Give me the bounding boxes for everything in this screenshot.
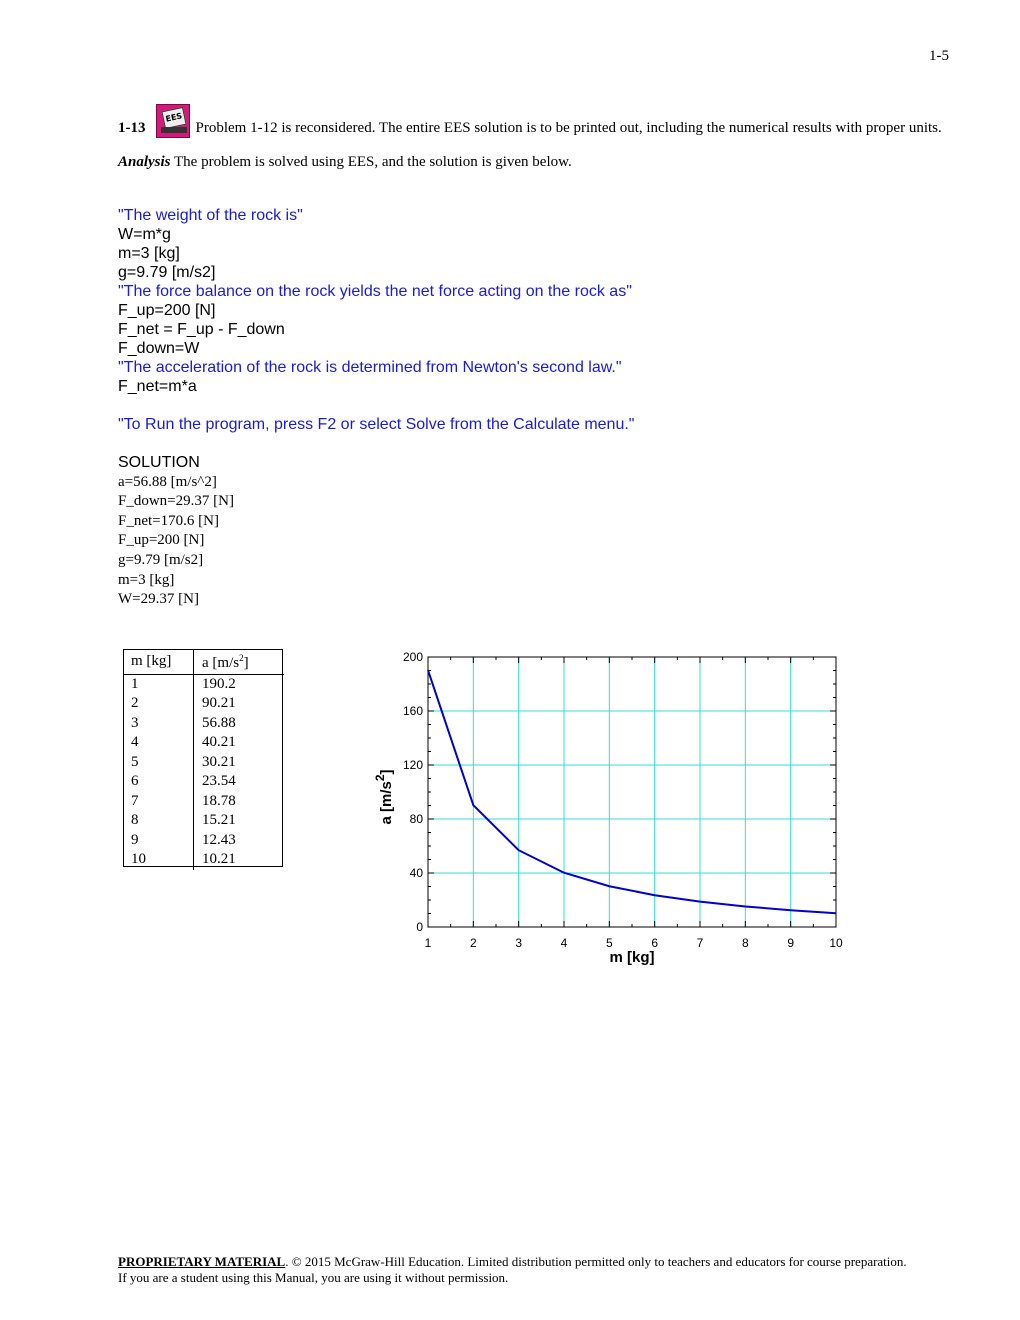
solution-line: F_down=29.37 [N] — [118, 493, 234, 510]
x-tick-label: 10 — [829, 936, 843, 950]
cell-mass: 5 — [123, 753, 194, 773]
solution-heading: SOLUTION — [118, 454, 200, 471]
x-tick-label: 4 — [560, 936, 568, 950]
page-number: 1-5 — [929, 48, 949, 64]
code-line: F_up=200 [N] — [118, 302, 216, 319]
code-line — [118, 396, 634, 415]
y-tick-label: 120 — [402, 758, 423, 772]
cell-mass: 8 — [123, 811, 194, 831]
cell-acceleration: 190.2 — [202, 675, 236, 692]
table-row — [123, 831, 284, 851]
code-line: F_net=m*a — [118, 378, 197, 395]
solution-line: F_up=200 [N] — [118, 532, 205, 549]
cell-acceleration: 56.88 — [202, 714, 236, 731]
cell-mass: 4 — [123, 733, 194, 753]
table-row — [123, 694, 284, 714]
solution-line: F_net=170.6 [N] — [118, 512, 219, 529]
table-row — [123, 850, 284, 870]
x-tick-label: 7 — [696, 936, 704, 950]
problem-text: Problem 1-12 is reconsidered. The entire EES solution is to be printed out, including the numerical results with proper units. — [195, 120, 942, 136]
cell-acceleration: 12.43 — [202, 831, 236, 848]
y-axis-label: a $[m/s^2]$ — [373, 769, 395, 825]
acceleration-chart — [360, 640, 860, 970]
plot-frame — [428, 657, 836, 927]
solution-line: m=3 [kg] — [118, 571, 175, 588]
code-line: W=m*g — [118, 226, 171, 243]
table-row — [123, 811, 284, 831]
solution-line: W=29.37 [N] — [118, 591, 199, 608]
table-row — [123, 733, 284, 753]
code-comment: "To Run the program, press F2 or select Solve from the Calculate menu." — [118, 416, 635, 433]
analysis-text: The problem is solved using EES, and the solution is given below. — [174, 154, 572, 170]
cell-acceleration: 18.78 — [202, 792, 236, 809]
table-header-row — [123, 649, 284, 674]
solution-block — [118, 453, 234, 610]
solution-line: g=9.79 [m/s2] — [118, 551, 204, 568]
problem-number: 1-13 — [118, 120, 146, 136]
ees-code-block — [118, 206, 634, 434]
code-line: g=9.79 [m/s2] — [118, 264, 216, 281]
y-tick-label: 40 — [409, 866, 423, 880]
code-line: F_net = F_up - F_down — [118, 321, 285, 338]
footer-line1: . © 2015 McGraw-Hill Education. Limited distribution permitted only to teachers and educators for course preparation. — [285, 1254, 907, 1269]
cell-mass: 2 — [123, 694, 194, 714]
x-tick-label: 3 — [515, 936, 523, 950]
series-line — [428, 670, 836, 913]
code-line: m=3 [kg] — [118, 245, 180, 262]
cell-mass: 9 — [123, 831, 194, 851]
problem-statement — [118, 104, 948, 138]
cell-acceleration: 15.21 — [202, 812, 236, 828]
ees-software-icon: EES — [156, 104, 190, 138]
cell-acceleration: 10.21 — [202, 851, 236, 867]
x-tick-label: 5 — [605, 936, 613, 950]
cell-mass: 3 — [123, 714, 194, 734]
cell-mass: 1 — [123, 674, 194, 694]
solution-lines — [118, 473, 234, 610]
cell-acceleration: 30.21 — [202, 753, 236, 770]
results-table — [123, 649, 284, 870]
y-tick-label: 0 — [416, 920, 423, 934]
code-comment: "The force balance on the rock yields the net force acting on the rock as" — [118, 283, 632, 300]
y-tick-label: 80 — [409, 812, 423, 826]
table-row — [123, 792, 284, 812]
x-tick-label: 8 — [741, 936, 749, 950]
code-comment: "The acceleration of the rock is determined from Newton's second law." — [118, 359, 622, 376]
solution-line: a=56.88 [m/s^2] — [118, 473, 217, 490]
x-tick-label: 2 — [469, 936, 477, 950]
cell-acceleration: 40.21 — [202, 734, 236, 750]
table-header-a: a $[m/s^2]$ — [194, 649, 285, 674]
table-row — [123, 714, 284, 734]
code-comment: "The weight of the rock is" — [118, 207, 303, 224]
cell-acceleration: 23.54 — [202, 773, 236, 789]
x-tick-label: 1 — [424, 936, 432, 950]
footer-proprietary: PROPRIETARY MATERIAL — [118, 1254, 286, 1269]
y-tick-label: 200 — [402, 650, 423, 664]
table-row — [123, 772, 284, 792]
y-tick-label: 160 — [402, 704, 423, 718]
footer-line2: If you are a student using this Manual, you are using it without permission. — [118, 1270, 509, 1285]
x-axis-label: m [kg] — [609, 949, 655, 966]
x-tick-label: 9 — [787, 936, 795, 950]
cell-mass: 10 — [123, 850, 194, 870]
cell-mass: 6 — [123, 772, 194, 792]
analysis-label: Analysis — [118, 154, 171, 170]
code-line: F_down=W — [118, 340, 200, 357]
table-row — [123, 753, 284, 773]
table-header-m: m [kg] — [123, 649, 194, 674]
table-row — [123, 674, 284, 694]
analysis-paragraph — [118, 154, 572, 171]
cell-mass: 7 — [123, 792, 194, 812]
cell-acceleration: 90.21 — [202, 695, 236, 711]
footer — [118, 1254, 958, 1286]
x-tick-label: 6 — [651, 936, 659, 950]
